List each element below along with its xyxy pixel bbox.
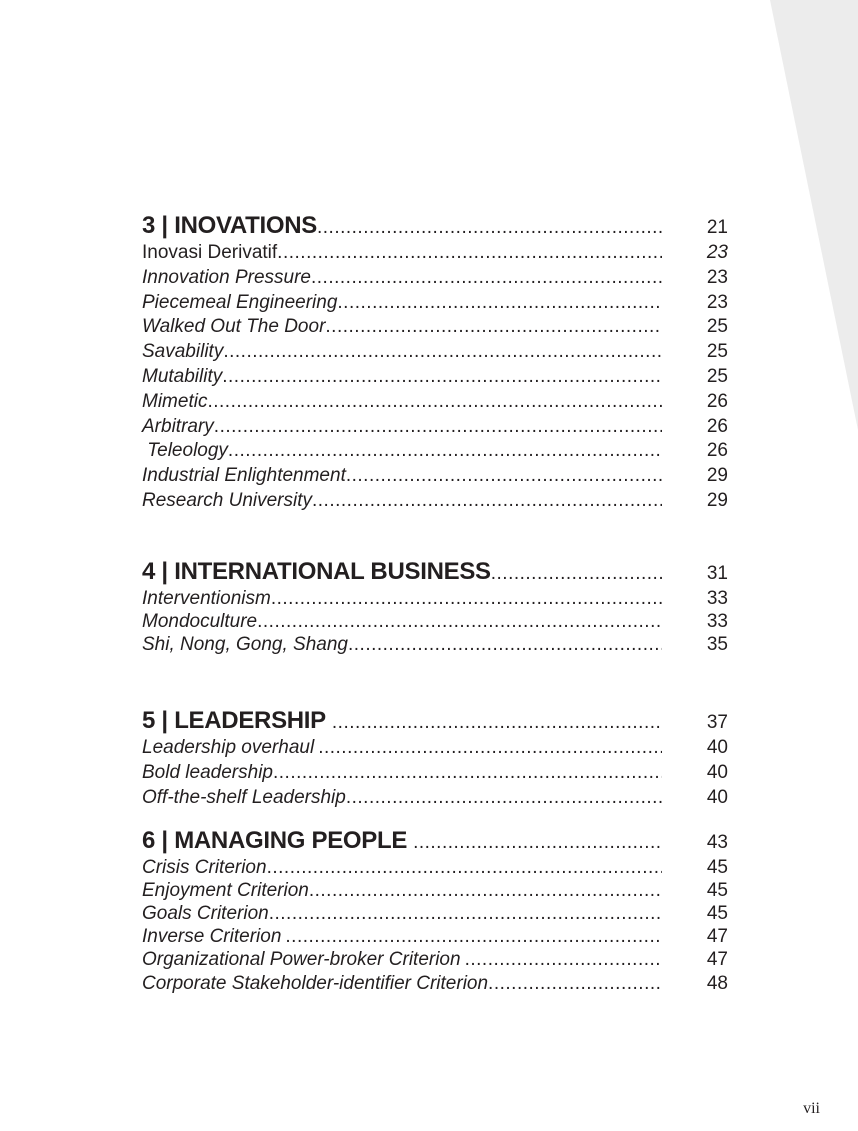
section-spacer (142, 812, 728, 827)
chapter-title: 3 | INOVATIONS (142, 212, 317, 239)
toc-entry[interactable] (142, 366, 728, 391)
entry-title: Mutability (142, 365, 223, 387)
entry-page: 40 (706, 737, 728, 759)
entry-page: 26 (706, 440, 728, 462)
chapter-page: 37 (706, 712, 728, 734)
dot-leader (488, 973, 662, 995)
toc-section-5 (142, 707, 728, 811)
dot-leader (311, 267, 662, 289)
table-of-contents (142, 212, 728, 996)
entry-title: Inovasi Derivatif (142, 242, 278, 263)
entry-page: 26 (706, 415, 728, 437)
entry-title: Savability (142, 341, 224, 363)
toc-entry[interactable] (142, 857, 728, 880)
chapter-heading[interactable] (142, 707, 728, 737)
toc-entry[interactable] (142, 634, 728, 657)
entry-title: Innovation Pressure (142, 266, 311, 288)
dot-leader (207, 391, 662, 413)
toc-entry[interactable] (142, 973, 728, 996)
chapter-title: 5 | LEADERSHIP (142, 707, 326, 735)
entry-title: Leadership overhaul (142, 737, 315, 759)
toc-entry[interactable] (142, 490, 728, 515)
entry-page: 35 (706, 634, 728, 656)
entry-page: 33 (706, 587, 728, 609)
chapter-heading[interactable] (142, 827, 728, 857)
entry-title: Shi, Nong, Gong, Shang (142, 634, 348, 656)
toc-entry[interactable] (142, 292, 728, 317)
entry-page: 45 (706, 856, 728, 878)
dot-leader (312, 490, 662, 512)
dot-leader (214, 416, 662, 438)
toc-entry[interactable] (142, 267, 728, 292)
toc-section-4 (142, 558, 728, 658)
dot-leader (413, 832, 662, 854)
entry-page: 45 (706, 903, 728, 925)
entry-page: 47 (706, 949, 728, 971)
chapter-page: 43 (706, 831, 728, 853)
entry-page: 23 (706, 242, 728, 263)
dot-leader (228, 440, 662, 462)
dot-leader (346, 465, 662, 487)
entry-title: Industrial Enlightenment (142, 465, 346, 487)
chapter-title: 6 | MANAGING PEOPLE (142, 826, 408, 854)
chapter-page: 31 (706, 562, 728, 584)
dot-leader (346, 787, 662, 809)
toc-entry[interactable] (142, 588, 728, 611)
entry-title: Research University (142, 489, 312, 511)
toc-entry[interactable] (142, 926, 728, 949)
dot-leader (465, 949, 662, 971)
dot-leader (318, 737, 662, 759)
toc-entry[interactable] (142, 903, 728, 926)
entry-title: Goals Criterion (142, 903, 269, 925)
entry-title: Mondoculture (142, 610, 258, 632)
toc-entry[interactable] (142, 611, 728, 634)
toc-entry[interactable] (142, 949, 728, 972)
entry-page: 40 (706, 762, 728, 784)
entry-page: 23 (706, 291, 728, 313)
entry-page: 25 (706, 341, 728, 363)
dot-leader (222, 366, 662, 388)
dot-leader (309, 880, 662, 902)
entry-title: Inverse Criterion (142, 926, 282, 948)
toc-entry[interactable] (142, 880, 728, 903)
dot-leader (257, 611, 662, 633)
toc-entry[interactable] (142, 440, 728, 465)
toc-entry[interactable] (142, 316, 728, 341)
entry-title: Enjoyment Criterion (142, 879, 309, 901)
entry-title: Corporate Stakeholder-identifier Criterion (142, 972, 489, 994)
dot-leader (317, 217, 662, 239)
toc-entry[interactable] (142, 762, 728, 787)
entry-page: 45 (706, 879, 728, 901)
toc-entry[interactable] (142, 341, 728, 366)
toc-entry[interactable] (142, 416, 728, 441)
toc-section-3 (142, 212, 728, 515)
entry-page: 25 (706, 316, 728, 338)
entry-page: 29 (706, 465, 728, 487)
section-spacer (142, 657, 728, 707)
chapter-heading[interactable] (142, 212, 728, 242)
chapter-heading[interactable] (142, 558, 728, 588)
dot-leader (273, 762, 662, 784)
entry-title: Bold leadership (142, 762, 273, 784)
dot-leader (271, 588, 662, 610)
page-number: vii (803, 1100, 820, 1117)
entry-page: 40 (706, 786, 728, 808)
entry-page: 23 (706, 266, 728, 288)
dot-leader (277, 242, 662, 264)
entry-title: Crisis Criterion (142, 856, 267, 878)
dot-leader (285, 926, 662, 948)
toc-entry[interactable] (142, 737, 728, 762)
entry-title: Interventionism (142, 587, 271, 609)
entry-title: Arbitrary (142, 415, 214, 437)
toc-entry[interactable] (142, 242, 728, 267)
entry-title: Teleology (142, 440, 228, 462)
dot-leader (491, 563, 662, 585)
dot-leader (332, 712, 662, 734)
entry-page: 26 (706, 390, 728, 412)
entry-title: Mimetic (142, 390, 208, 412)
entry-page: 33 (706, 610, 728, 632)
toc-entry[interactable] (142, 391, 728, 416)
entry-title: Piecemeal Engineering (142, 291, 338, 313)
toc-section-6 (142, 827, 728, 996)
dot-leader (325, 316, 662, 338)
section-spacer (142, 515, 728, 558)
entry-title: Off-the-shelf Leadership (142, 786, 346, 808)
dot-leader (337, 292, 662, 314)
chapter-title: 4 | INTERNATIONAL BUSINESS (142, 557, 491, 585)
dot-leader (269, 903, 662, 925)
entry-title: Organizational Power-broker Criterion (142, 949, 461, 971)
toc-entry[interactable] (142, 787, 728, 812)
dot-leader (267, 857, 662, 879)
entry-title: Walked Out The Door (142, 316, 326, 338)
entry-page: 25 (706, 365, 728, 387)
entry-page: 29 (706, 489, 728, 511)
dot-leader (223, 341, 662, 363)
entry-page: 48 (706, 972, 728, 994)
entry-page: 47 (706, 926, 728, 948)
dot-leader (348, 634, 662, 656)
toc-entry[interactable] (142, 465, 728, 490)
chapter-page: 21 (706, 217, 728, 238)
